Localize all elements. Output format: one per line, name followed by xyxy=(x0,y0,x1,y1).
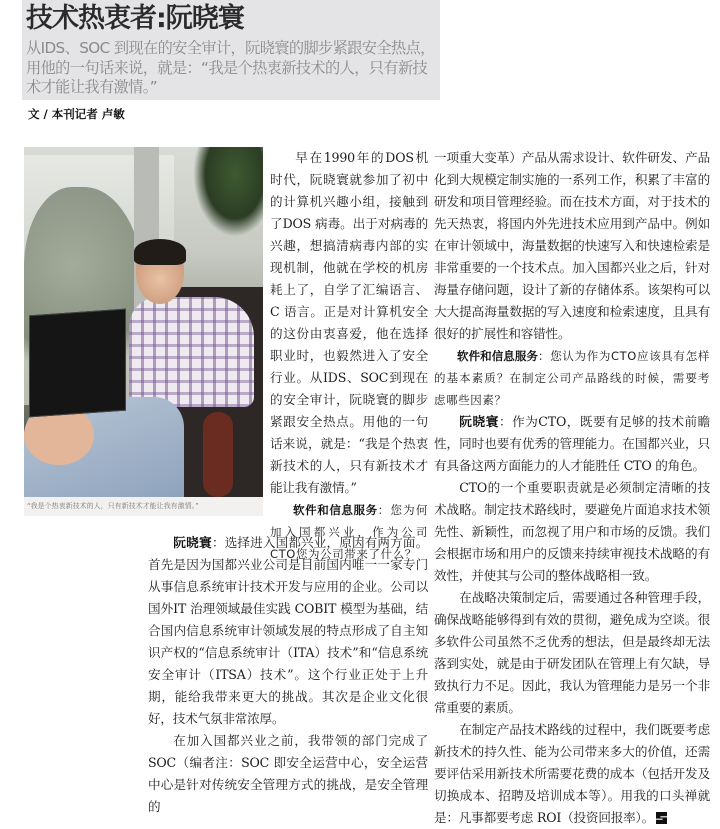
paragraph: 早在1990年的DOS机时代，阮晓寰就参加了初中的计算机兴趣小组，接触到了DOS 病毒。出于对病毒的兴趣，想搞清病毒内部的实现机制，他就在学校的机房耗上了，自学了汇编语言、C 语言。正是对计算机安全的这份由衷喜爱，他在选择职业时，也毅然进入了安全行业。从IDS、SOC到现在的安全审计，阮晓寰的脚步紧跟安全热点。用他的一句话来说，就是：“我是个热衷新技术的人，只有新技术才能让我有激情。” xyxy=(270,150,428,495)
photo-plant xyxy=(193,147,263,237)
byline: 文 / 本刊记者 卢敏 xyxy=(28,107,125,121)
photo-hair xyxy=(134,239,186,265)
answer-label: 阮晓寰 xyxy=(459,414,500,429)
paragraph: CTO的一个重要职责就是必须制定清晰的技术战略。制定技术路线时，要避免片面追求技术领先性、新颖性，而忽视了用户和市场的反馈。我们会根据市场和用户的反馈来持续审视技术战略的有效性，并使其与公司的整体战略相一致。 xyxy=(434,480,710,583)
photo-caption: “我是个热衷新技术的人，只有新技术才能让我有激情。” xyxy=(24,497,263,516)
answer xyxy=(148,532,428,730)
paragraph-text: 在制定产品技术路线的过程中，我们既要考虑新技术的持久性、能为公司带来多大的价值，还需要评估采用新技术所需要花费的成本（包括开发及切换成本、招聘及培训成本等）。用我的口头禅就是：凡事都要考虑 ROI（投资回报率）。 xyxy=(434,722,710,825)
photo-armrest xyxy=(203,412,233,497)
paragraph: 一项重大变革）产品从需求设计、软件研发、产品化到大规模定制实施的一系列工作，积累了丰富的研发和项目管理经验。而在技术方面，对于技术的先天热衷，将国内外先进技术应用到产品中。例如在审计领域中，海量数据的快速写入和快速检索是非常重要的一个技术点。加入国都兴业之后，针对海量存储问题，设计了新的存储体系。该架构可以大大提高海量数据的写入速度和检索速度，且具有很好的扩展性和容错性。 xyxy=(434,150,710,341)
portrait-photo xyxy=(24,147,263,497)
article-column-2 xyxy=(148,532,428,818)
article-deck: 从IDS、SOC 到现在的安全审计，阮晓寰的脚步紧跟安全热点，用他的一句话来说，就是：“我是个热衷新技术的人，只有新技术才能让我有激情。” xyxy=(26,39,435,96)
question-label: 软件和信息服务 xyxy=(293,503,378,517)
article-title: 技术热衷者:阮晓寰 xyxy=(26,3,244,34)
question-label: 软件和信息服务 xyxy=(457,349,539,363)
paragraph: 在加入国都兴业之前，我带领的部门完成了SOC（编者注：SOC 即安全运营中心，安全运营中心是针对传统安全管理方式的挑战，是安全管理的 xyxy=(148,733,428,814)
paragraph xyxy=(434,719,710,829)
photo-laptop xyxy=(29,309,126,418)
article-column-3 xyxy=(434,147,710,829)
article-column-1 xyxy=(270,147,428,565)
photo-shirt xyxy=(129,297,254,407)
end-of-article-mark-icon xyxy=(656,812,667,824)
answer-text: ：选择进入国都兴业，原因有两方面。首先是因为国都兴业公司是目前国内唯一一家专门从事信息系统审计技术开发与应用的企业。公司以国外IT 治理领域最佳实践 COBIT 模型为基础，结合国内信息系统审计领域发展的特点形成了自主知识产权的“信息系统审计（ITA）技术”和“信息系统安全审计（ITSA）技术”。这个行业正处于上升期，能给我带来更大的挑战。其次是企业文化很好，技术气氛非常浓厚。 xyxy=(148,535,428,726)
answer-label: 阮晓寰 xyxy=(173,535,212,550)
question-text: ：您认为作为CTO应该具有怎样的基本素质？在制定公司产品路线的时候，需要考虑哪些因素？ xyxy=(434,349,710,407)
answer-text: ：作为CTO，既要有足够的技术前瞻性，同时也要有优秀的管理能力。在国都兴业，只有具备这两方面能力的人才能胜任 CTO 的角色。 xyxy=(434,414,710,473)
question xyxy=(434,345,710,411)
answer xyxy=(434,411,710,477)
paragraph: 在战略决策制定后，需要通过各种管理手段，确保战略能够得到有效的贯彻，避免成为空谈。很多软件公司虽然不乏优秀的想法，但是最终却无法落到实处，就是由于研发团队在管理上有欠缺，导致执行力不足。因此，我认为管理能力是另一个非常重要的素质。 xyxy=(434,590,710,715)
question-text: ：您为何加入国都兴业，作为公司CTO您为公司带来了什么？ xyxy=(270,503,428,561)
